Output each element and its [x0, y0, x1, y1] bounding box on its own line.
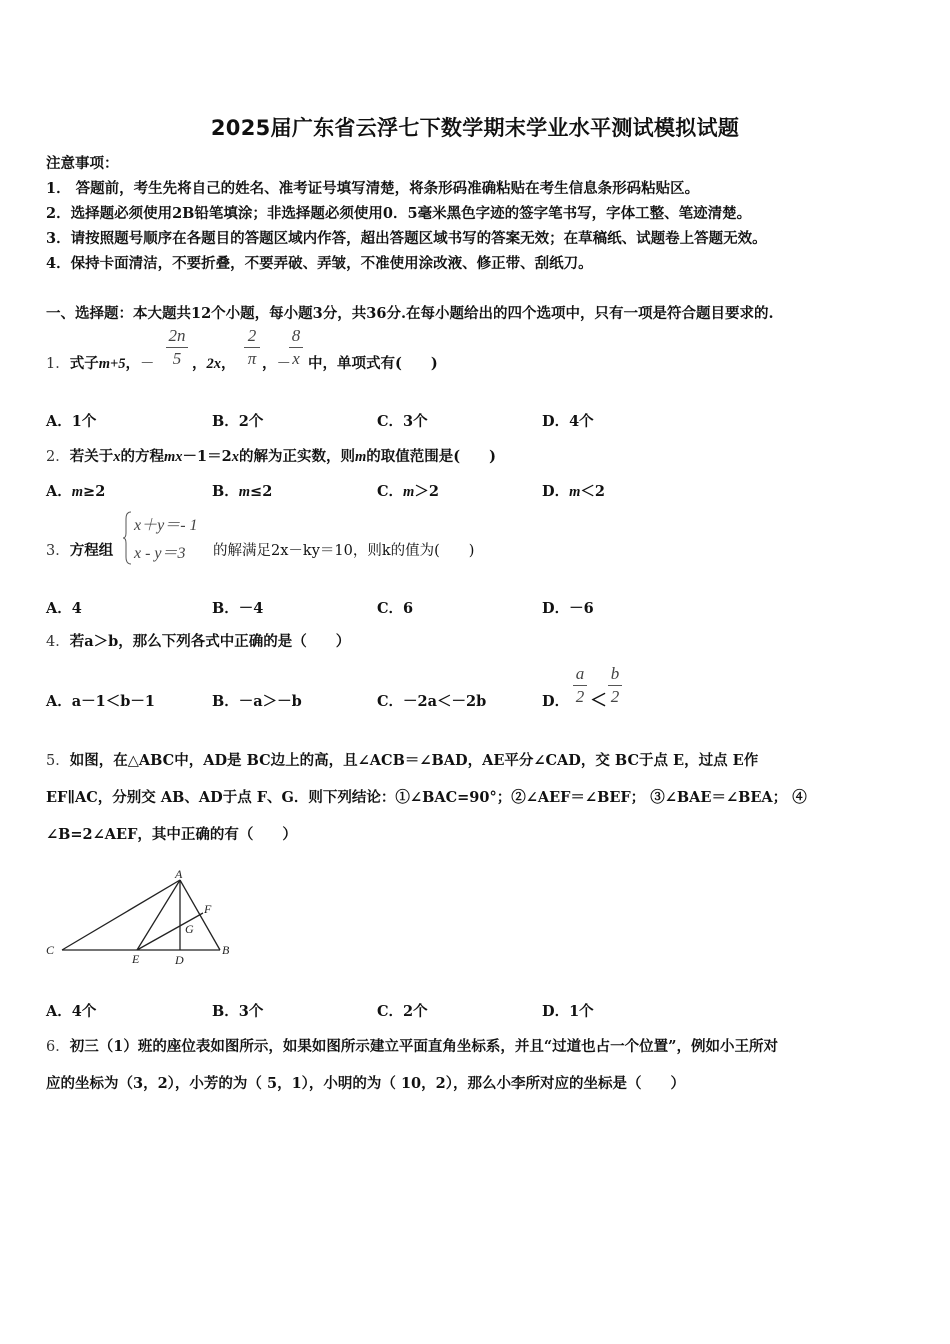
fraction-numerator: 8 — [291, 326, 301, 345]
minus-sign: － — [140, 356, 155, 372]
option-a[interactable]: A．4个 — [46, 1003, 97, 1020]
question-number: 4． — [46, 634, 70, 650]
math-expr: mx — [163, 449, 183, 465]
separator: ， — [221, 355, 236, 372]
question-text: 如图，在△ABC中，AD是 BC边上的高，且∠ACB＝∠BAD，AE平分∠CAD，交 BC于点 E，过点 E作 — [69, 752, 759, 769]
question-text: 初三（1）班的座位表如图所示，如果如图所示建立平面直角坐标系，并且“过道也占一个位置”，例如小王所对 — [69, 1038, 778, 1055]
math-var: m — [569, 484, 581, 500]
option-text: ＞2 — [414, 483, 439, 500]
option-a[interactable] — [46, 480, 105, 501]
math-expr: －1＝2 — [182, 448, 232, 465]
option-d[interactable]: D．－6 — [542, 600, 594, 617]
fraction-2-over-pi — [244, 326, 260, 369]
label-g: G — [185, 922, 194, 936]
fraction-numerator: 2n — [168, 326, 186, 345]
math-var: m — [238, 484, 251, 500]
fraction-denominator: 2 — [610, 687, 620, 706]
question-number: 2． — [46, 449, 70, 465]
question-4 — [46, 630, 350, 651]
fraction-2n-over-5 — [166, 326, 188, 369]
notice-item-3: 3．请按照题号顺序在各题目的答题区域内作答，超出答题区域书写的答案无效；在草稿纸、试题卷上答题无效。 — [46, 230, 767, 247]
question-5-line-2: EF∥AC，分别交 AB、AD于点 F、G．则下列结论：①∠BAC=90°；②∠AEF＝∠BEF； ③∠BAE＝∠BEA； ④ — [46, 789, 807, 806]
option-d[interactable]: D． — [542, 693, 570, 710]
triangle-figure — [40, 866, 250, 972]
option-c[interactable]: C．3个 — [377, 413, 428, 430]
question-1-tail: 中，单项式有( ) — [308, 355, 438, 372]
option-label: D． — [542, 483, 570, 500]
question-text: 式子 — [69, 355, 99, 372]
option-c[interactable]: C．－2a＜－2b — [377, 693, 487, 710]
separator: ， — [125, 355, 141, 372]
fraction-a-over-2 — [573, 664, 587, 707]
question-6-line-1 — [46, 1035, 778, 1056]
option-text: ＜2 — [580, 483, 605, 500]
fraction-numerator: b — [610, 664, 620, 683]
option-c[interactable]: C．2个 — [377, 1003, 428, 1020]
option-b[interactable]: B．－a＞－b — [212, 693, 302, 710]
question-text: 若关于 — [69, 448, 114, 465]
notice-item-2: 2．选择题必须使用2B铅笔填涂；非选择题必须使用0．5毫米黑色字迹的签字笔书写，字体工整、笔迹清楚。 — [46, 205, 752, 222]
question-text: 的取值范围是( ) — [366, 448, 496, 465]
option-c[interactable]: C．6 — [377, 600, 414, 617]
math-expr: m+5 — [98, 356, 126, 372]
fraction-8-over-x — [289, 326, 303, 369]
option-a[interactable]: A．4 — [46, 600, 82, 617]
fraction-b-over-2 — [608, 664, 622, 707]
question-number: 3． — [46, 543, 70, 559]
notice-item-1: 1． 答题前，考生先将自己的姓名、准考证号填写清楚，将条形码准确粘贴在考生信息条形码粘贴区。 — [46, 180, 700, 197]
fraction-denominator: 5 — [172, 349, 182, 368]
option-b[interactable] — [212, 480, 272, 501]
math-var: m — [354, 449, 367, 465]
question-2 — [46, 445, 496, 466]
fraction-denominator: 2 — [575, 687, 585, 706]
label-a: A — [175, 867, 183, 881]
question-5-line-1 — [46, 749, 758, 770]
math-var: m — [403, 484, 415, 500]
question-text: 若a＞b，那么下列各式中正确的是（ ） — [69, 633, 351, 650]
page-title: 2025届广东省云浮七下数学期末学业水平测试模拟试题 — [210, 116, 740, 140]
segment-ca — [62, 880, 180, 950]
question-number: 5． — [46, 753, 70, 769]
fraction-denominator: π — [247, 349, 257, 368]
option-label: A． — [46, 483, 72, 500]
brace-icon — [123, 511, 133, 565]
math-var: m — [71, 484, 84, 500]
notice-item-4: 4．保持卡面清洁，不要折叠，不要弄破、弄皱，不准使用涂改液、修正带、刮纸刀。 — [46, 255, 593, 272]
question-text: 的方程 — [120, 448, 164, 465]
fraction-denominator: x — [292, 349, 300, 368]
minus-sign: － — [276, 356, 291, 372]
question-number: 6． — [46, 1039, 70, 1055]
label-f: F — [204, 902, 212, 916]
option-label: B． — [212, 483, 239, 500]
fraction-numerator: a — [575, 664, 585, 683]
option-label: C． — [377, 483, 404, 500]
question-6-line-2: 应的坐标为（3，2），小芳的为（ 5，1），小明的为（ 10，2），那么小李所对应的坐标是（ ） — [46, 1075, 685, 1092]
question-text: 方程组 — [69, 542, 114, 559]
question-text: 的解为正实数，则 — [238, 448, 355, 465]
option-a[interactable]: A．a－1＜b－1 — [46, 693, 155, 710]
equation-1: x＋y＝- 1 — [134, 517, 198, 534]
math-var: x — [231, 449, 239, 465]
question-number: 1． — [46, 356, 70, 372]
option-d[interactable] — [542, 480, 605, 501]
option-a[interactable]: A．1个 — [46, 413, 97, 430]
question-1-part3 — [262, 352, 291, 373]
option-b[interactable]: B．3个 — [212, 1003, 264, 1020]
label-e: E — [132, 952, 140, 966]
math-var: x — [113, 449, 121, 465]
fraction-numerator: 2 — [247, 326, 257, 345]
equation-2: x - y＝3 — [134, 545, 186, 562]
question-1 — [46, 352, 155, 373]
question-3-lead — [46, 539, 113, 560]
question-5-line-3: ∠B=2∠AEF，其中正确的有（ ） — [46, 826, 297, 843]
math-expr: 2x — [206, 356, 221, 372]
question-3-tail: 的解满足2x－ky＝10，则k的值为( ) — [213, 543, 475, 559]
option-d[interactable]: D．1个 — [542, 1003, 594, 1020]
notice-heading: 注意事项： — [46, 155, 119, 172]
option-text: ≥2 — [83, 483, 106, 500]
option-b[interactable]: B．－4 — [212, 600, 264, 617]
option-text: ≤2 — [250, 483, 273, 500]
option-d[interactable]: D．4个 — [542, 413, 594, 430]
separator: ， — [192, 355, 207, 372]
option-b[interactable]: B．2个 — [212, 413, 264, 430]
option-c[interactable] — [377, 480, 439, 501]
question-1-part2 — [192, 352, 236, 373]
label-c: C — [46, 943, 55, 957]
segment-ae — [137, 880, 180, 950]
separator: ， — [262, 355, 277, 372]
less-than-sign: ＜ — [590, 691, 607, 711]
label-b: B — [222, 943, 230, 957]
label-d: D — [175, 953, 184, 967]
section-heading: 一、选择题：本大题共12个小题，每小题3分，共36分.在每小题给出的四个选项中，只有一项是符合题目要求的. — [46, 305, 774, 322]
